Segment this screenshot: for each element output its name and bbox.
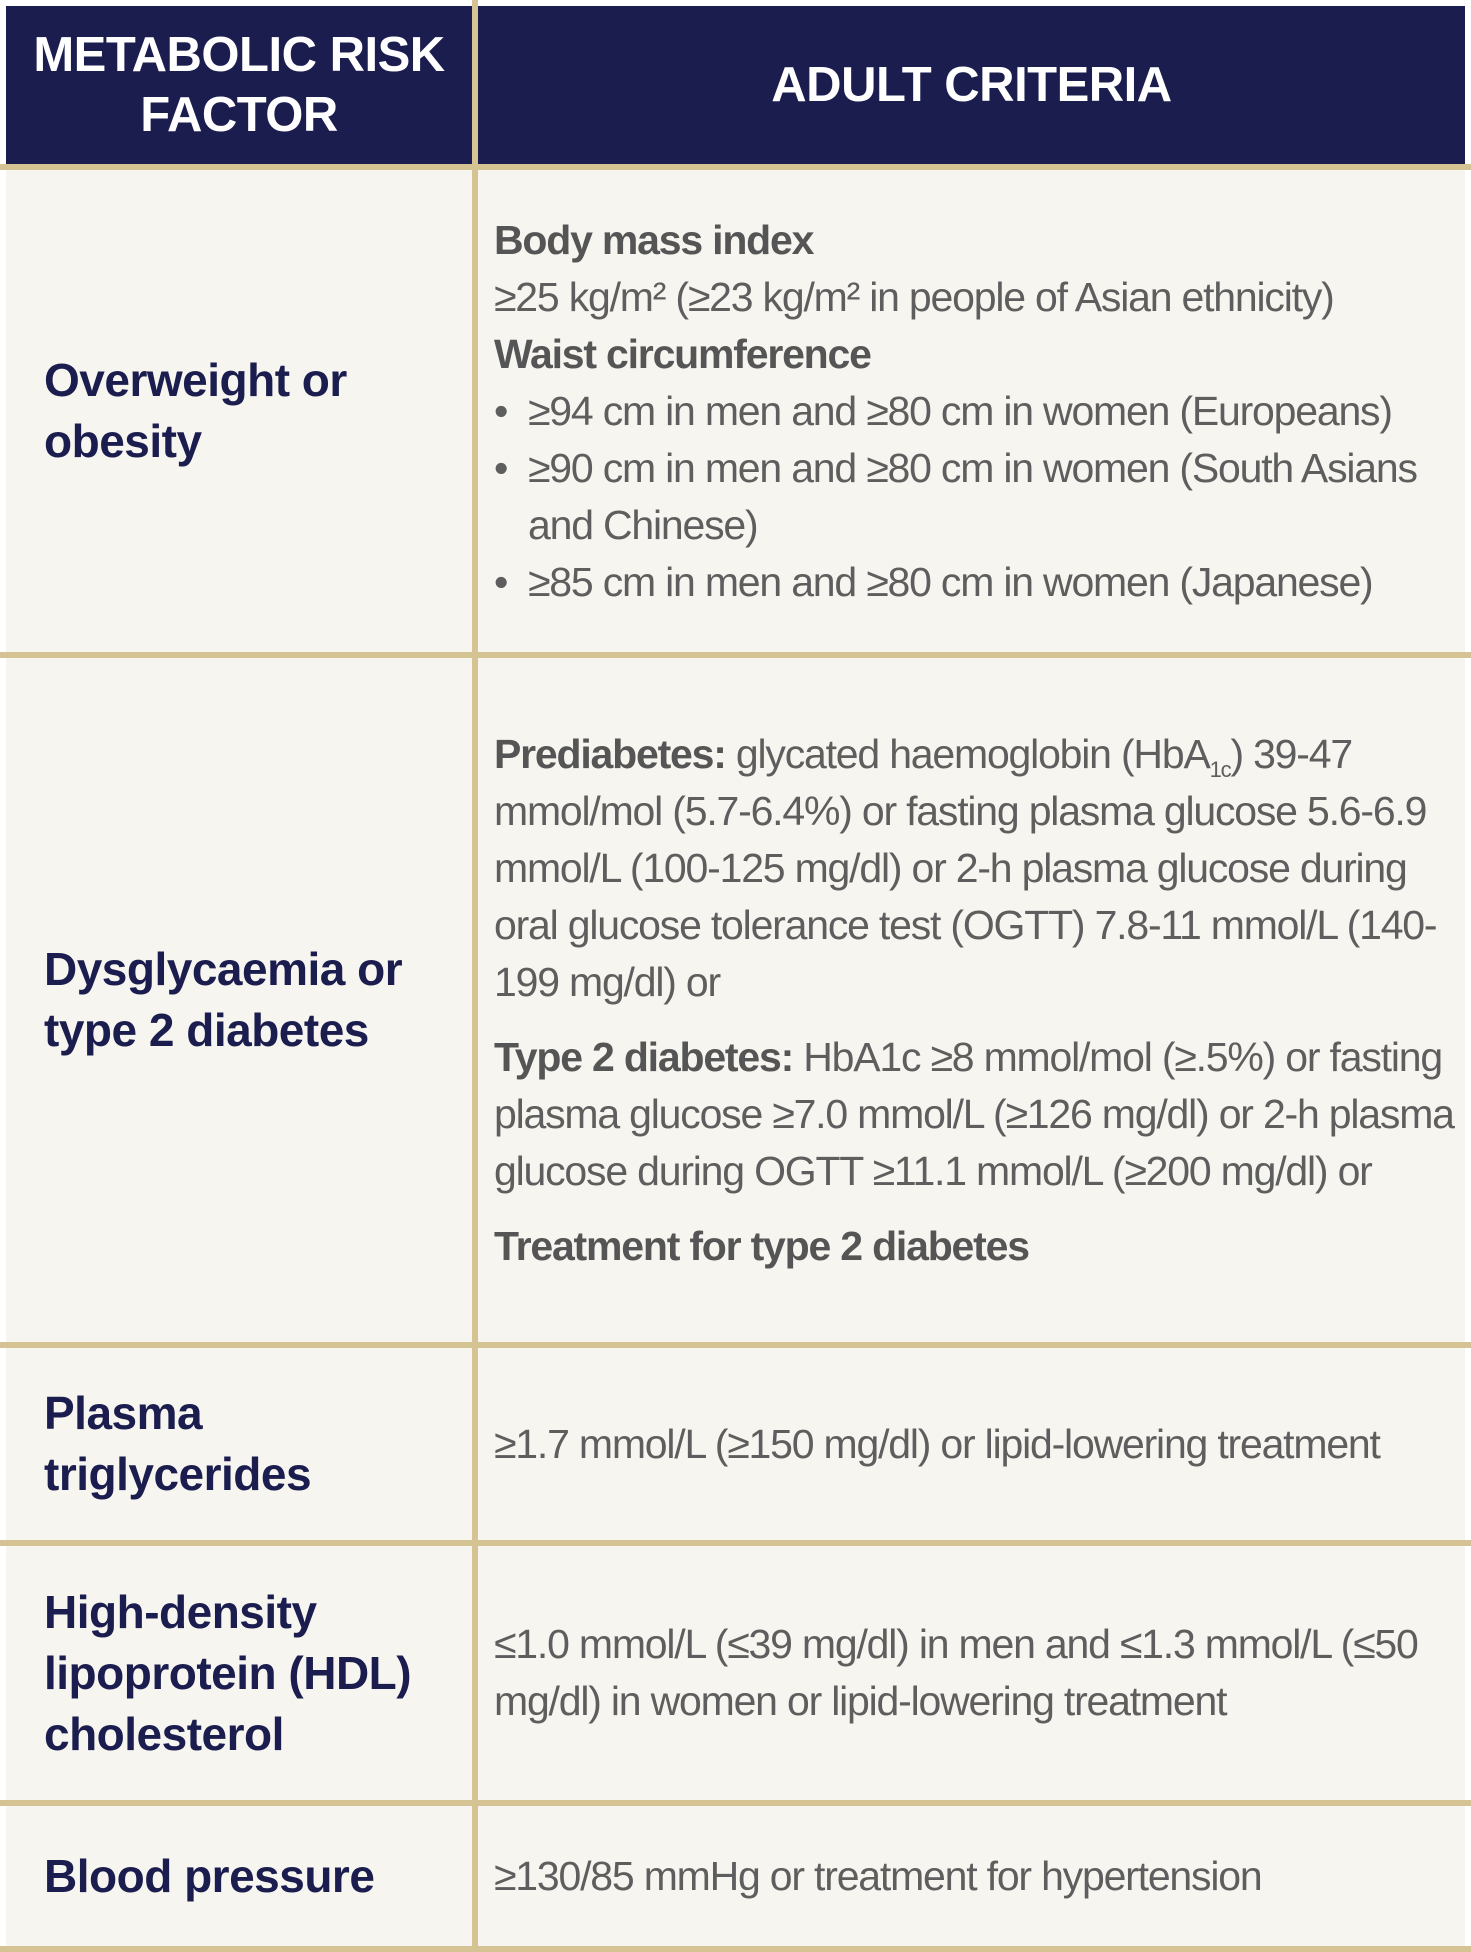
bmi-label: Body mass index bbox=[494, 216, 814, 263]
treatment-label: Treatment for type 2 diabetes bbox=[494, 1222, 1029, 1269]
bullet-dot: • bbox=[494, 558, 508, 605]
t2d-text: HbA1c ≥8 mmol/mol (≥.5%) or fasting plasma glucose ≥7.0 mmol/L (≥126 mg/dl) or 2-h plasma glucose during OGTT ≥11.1 mmol/L (≥200 mg/dl) or bbox=[494, 1033, 1454, 1194]
row-divider bbox=[0, 1800, 1471, 1806]
waist-bullet-text: ≥85 cm in men and ≥80 cm in women (Japanese) bbox=[528, 558, 1373, 605]
row-criteria-dysglycaemia bbox=[478, 658, 1465, 1342]
waist-bullet-item bbox=[494, 554, 1459, 611]
header-criteria-cell bbox=[478, 6, 1465, 164]
hba1c-subscript: 1c bbox=[1209, 756, 1231, 782]
criteria-block bbox=[494, 726, 1459, 1275]
waist-bullet-text: ≥94 cm in men and ≥80 cm in women (Europeans) bbox=[528, 387, 1392, 434]
row-divider bbox=[0, 652, 1471, 658]
bullet-dot: • bbox=[494, 444, 508, 491]
row-factor-dysglycaemia bbox=[6, 658, 472, 1342]
factor-label: Blood pressure bbox=[44, 1849, 375, 1902]
criteria-text: ≥130/85 mmHg or treatment for hypertension bbox=[494, 1852, 1262, 1899]
prediabetes-label: Prediabetes: bbox=[494, 730, 726, 777]
row-criteria-overweight bbox=[478, 170, 1465, 652]
prediabetes-text-a: glycated haemoglobin (HbA bbox=[725, 730, 1210, 777]
factor-label: Overweight or obesity bbox=[44, 354, 347, 467]
criteria-text: ≥1.7 mmol/L (≥150 mg/dl) or lipid-lowering treatment bbox=[494, 1420, 1380, 1467]
row-divider bbox=[0, 1540, 1471, 1546]
row-divider bbox=[0, 1946, 1471, 1952]
row-criteria-hdl bbox=[478, 1546, 1465, 1800]
criteria-block bbox=[494, 212, 1459, 611]
waist-bullet-item bbox=[494, 440, 1459, 554]
t2d-label: Type 2 diabetes: bbox=[494, 1033, 794, 1080]
waist-bullet-text: ≥90 cm in men and ≥80 cm in women (South Asians and Chinese) bbox=[528, 444, 1417, 548]
factor-label: High-density lipoprotein (HDL) cholesterol bbox=[44, 1585, 412, 1760]
row-criteria-blood-pressure bbox=[478, 1806, 1465, 1946]
row-factor-triglycerides bbox=[6, 1348, 472, 1540]
prediabetes-paragraph bbox=[494, 726, 1459, 1011]
row-factor-overweight bbox=[6, 170, 472, 652]
header-factor-cell bbox=[6, 6, 472, 164]
column-divider bbox=[472, 0, 478, 1952]
header-criteria-label: ADULT CRITERIA bbox=[771, 58, 1172, 112]
row-divider bbox=[0, 1342, 1471, 1348]
prediabetes-text-b: ) 39-47 mmol/mol (5.7-6.4%) or fasting plasma glucose 5.6-6.9 mmol/L (100-125 mg/dl) or 2-h plasma glucose during oral glucose tolerance test (OGTT) 7.8-11 mmol/L (140-199 mg/dl) or bbox=[494, 730, 1437, 1005]
bullet-dot: • bbox=[494, 387, 508, 434]
t2d-paragraph bbox=[494, 1029, 1459, 1200]
row-divider bbox=[0, 164, 1471, 170]
row-factor-hdl bbox=[6, 1546, 472, 1800]
bmi-value: ≥25 kg/m² (≥23 kg/m² in people of Asian ethnicity) bbox=[494, 273, 1334, 320]
waist-label: Waist circumference bbox=[494, 330, 871, 377]
header-factor-label: METABOLIC RISK FACTOR bbox=[33, 28, 445, 142]
factor-label: Plasma triglycerides bbox=[44, 1387, 312, 1500]
waist-bullet-item bbox=[494, 383, 1459, 440]
factor-label: Dysglycaemia or type 2 diabetes bbox=[44, 943, 403, 1056]
row-criteria-triglycerides bbox=[478, 1348, 1465, 1540]
criteria-text: ≤1.0 mmol/L (≤39 mg/dl) in men and ≤1.3 mmol/L (≤50 mg/dl) in women or lipid-lowering treatment bbox=[494, 1621, 1418, 1724]
row-factor-blood-pressure bbox=[6, 1806, 472, 1946]
